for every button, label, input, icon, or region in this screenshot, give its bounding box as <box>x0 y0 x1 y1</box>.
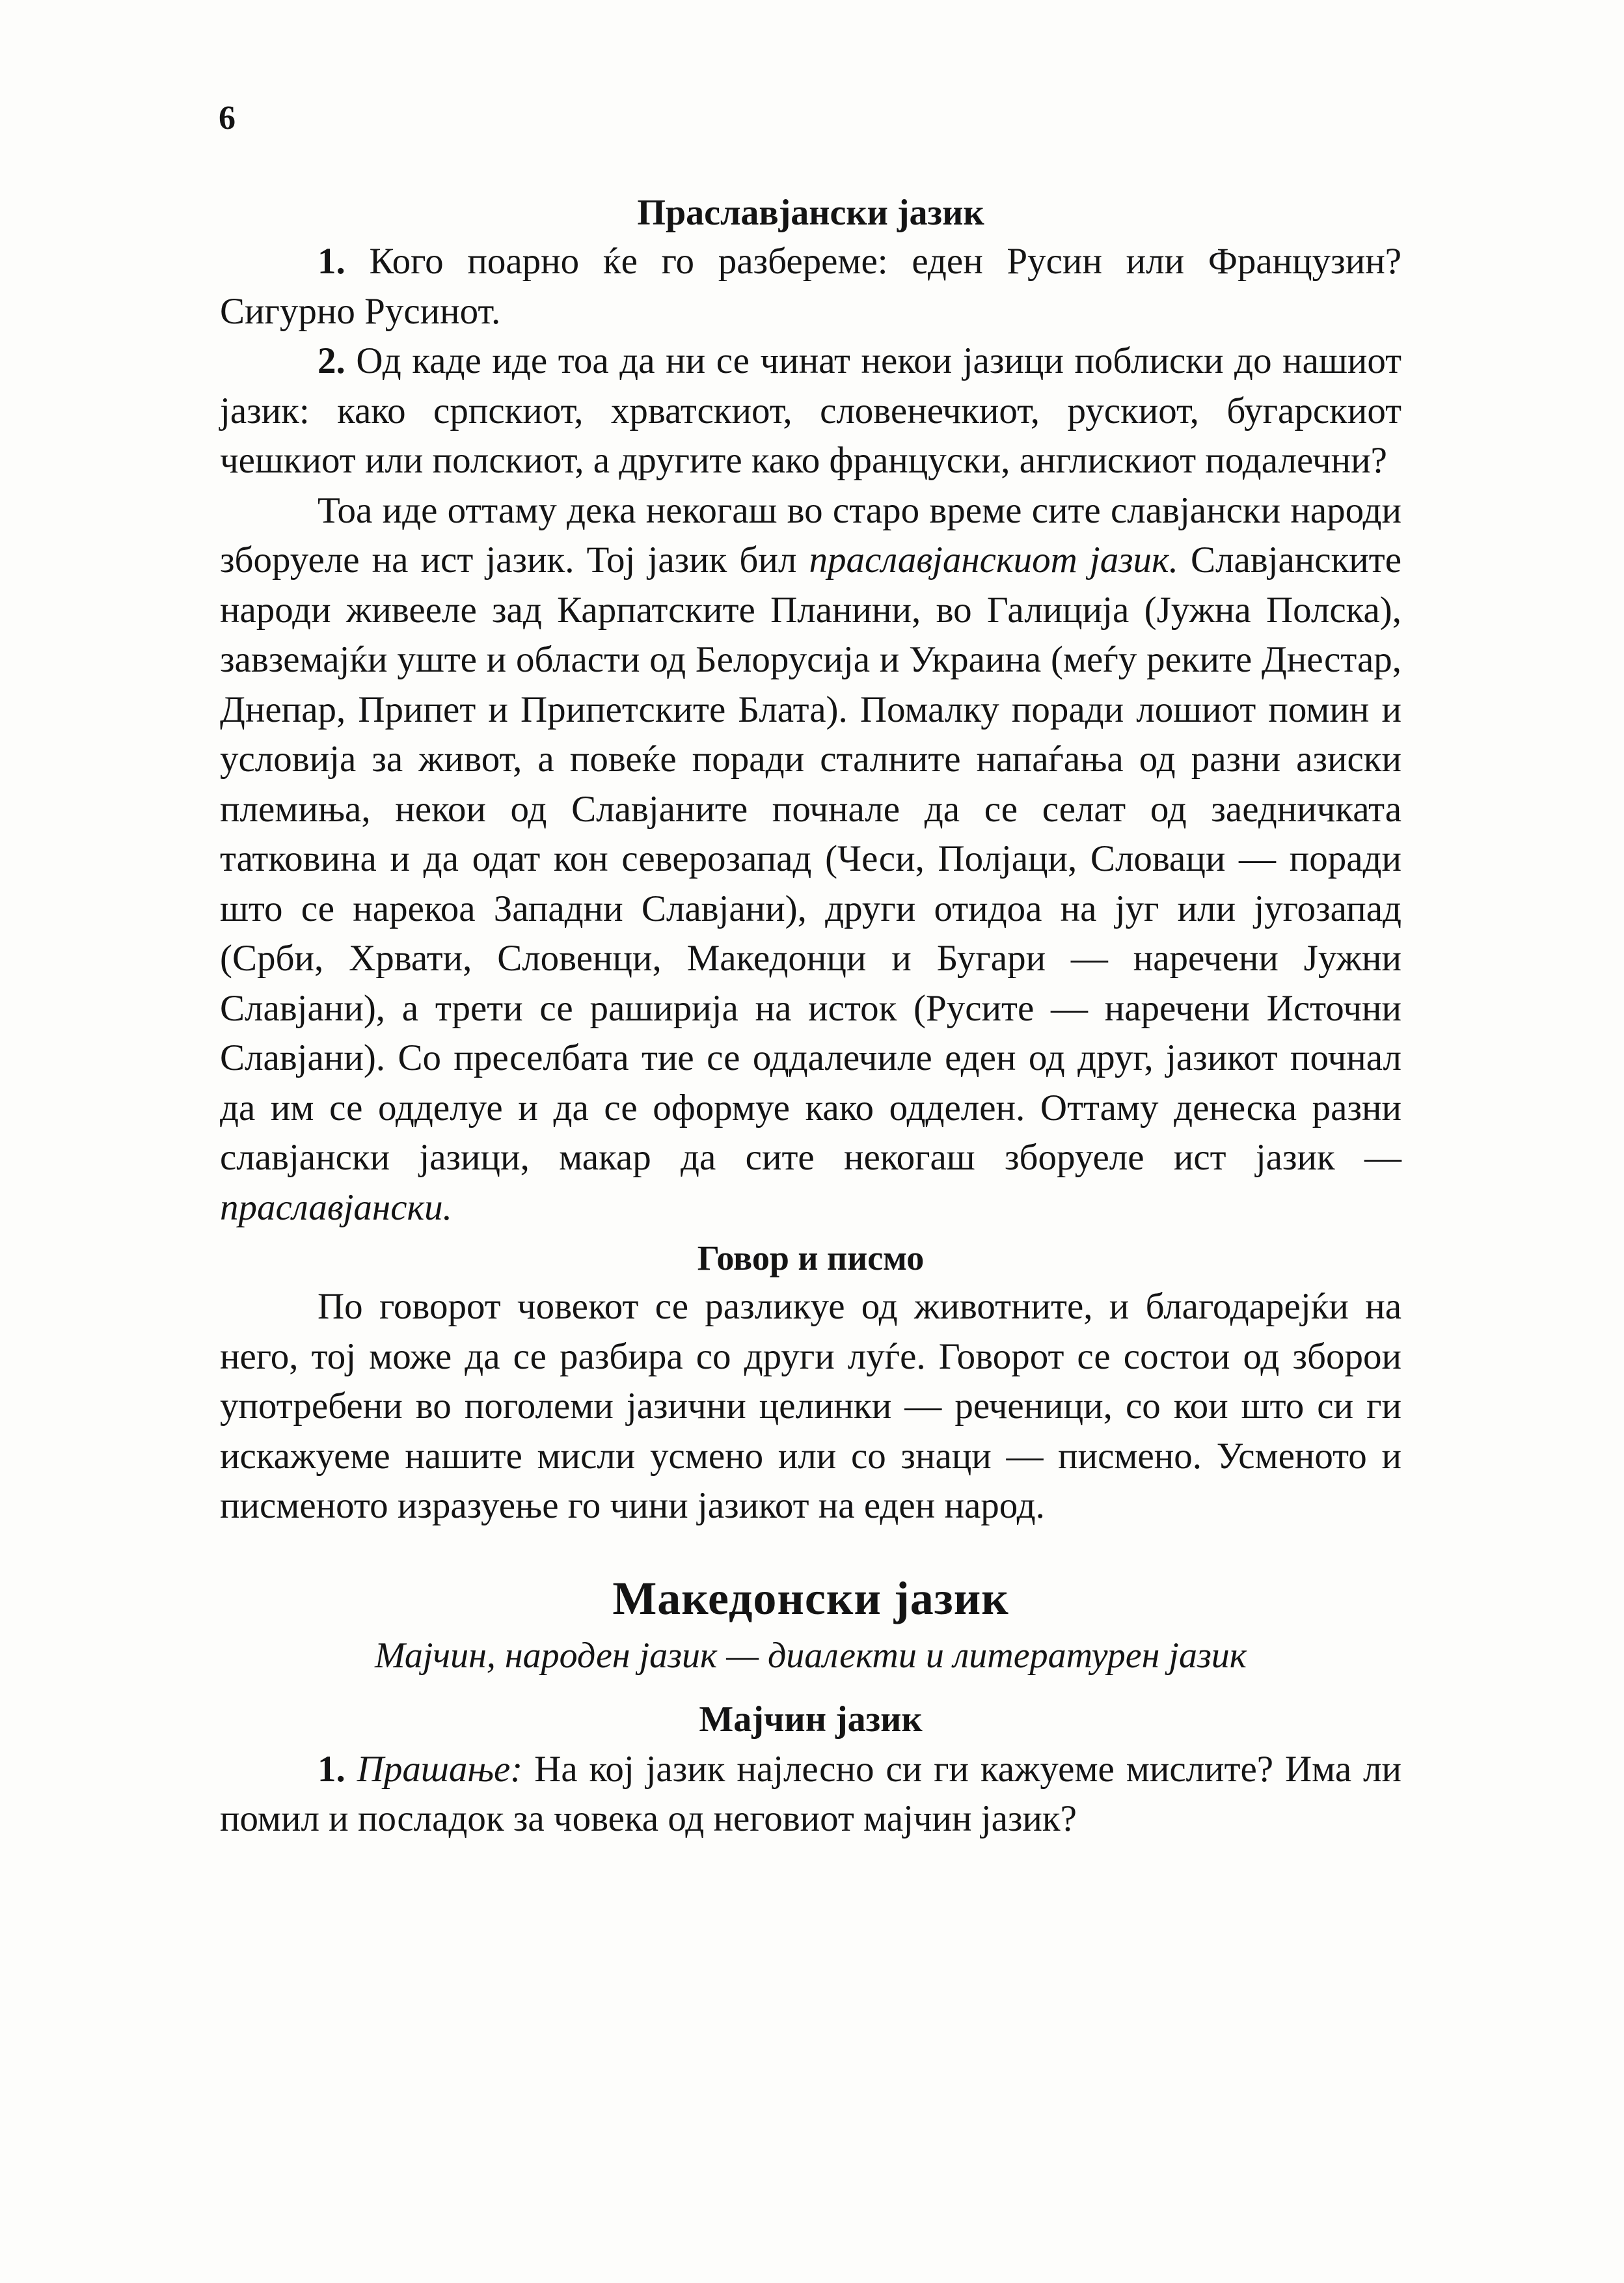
question-text: Кого поарно ќе го разбереме: еден Русин или Французин? Сигурно Русинот. <box>220 241 1402 332</box>
term-proto-slavic: праславјански. <box>220 1186 452 1228</box>
paragraph-text: Тоа иде оттаму дека некогаш во старо време сите славјански народи зборуеле на ист јазик. Тој јазик бил <box>220 489 1401 581</box>
question-number: 1. <box>318 241 345 282</box>
question-text: Од каде иде тоа да ни се чинат некои јазици поблиски до нашиот јазик: како српскиот, хрватскиот, словенечкиот, рускиот, бугарскиот чешкиот или полскиот, а другите како француски, англискиот подалечни? <box>220 340 1401 481</box>
question-number: 1. <box>318 1748 345 1790</box>
section-title-macedonian: Македонски јазик <box>612 1572 1009 1624</box>
question-lead: Прашање: <box>357 1748 523 1790</box>
paragraph-text: Славјанските народи живееле зад Карпатските Планини, во Галиција (Јужна Полска), завземајќи уште и области од Белорусија и Украина (меѓу реките Днестар, Днепар, Припет и Припетските Блата). Помалку поради лошиот помин и условија за живот, а повеќе поради сталните напаѓања од разни азиски племиња, некои од Славјаните почнале да се селат од заедничката татковина и да одат кон северозапад (Чеси, Полјаци, Словаци — поради што се нарекоа Западни Славјани), други отидоа на југ или југозапад (Срби, Хрвати, Словенци, Македонци и Бугари — наречени Јужни Славјани), а трети се раширија на исток (Русите — наречени Источни Славјани). Со преселбата тие се оддалечиле еден од друг, јазикот почнал да им се одделуе и да се оформуе како одделен. Оттаму денеска разни славјански јазици, макар да сите некогаш зборуеле ист јазик — <box>220 540 1401 1178</box>
subsection-title-mother-tongue: Мајчин јазик <box>699 1699 923 1740</box>
question-text: На кој јазик најлесно си ги кажуеме мислите? Има ли помил и посладок за човека од неговиот мајчин јазик? <box>220 1748 1401 1839</box>
paragraph-question-1 <box>220 237 1401 336</box>
paragraph-explanation <box>220 486 1401 1233</box>
paragraph-question-2 <box>220 336 1401 486</box>
section-title-proto-slavic: Праславјански јазик <box>637 193 984 233</box>
section-title-speech-writing: Говор и писмо <box>697 1238 925 1278</box>
page-number: 6 <box>219 100 236 137</box>
paragraph-speech: По говорот човекот се разликуе од животните, и благодарејќи на него, тој може да се разбира со други луѓе. Говорот се состои од зборои употребени во поголеми јазични целинки — реченици, со кои што си ги искажуеме нашите мисли усмено или со знаци — писмено. Усменото и писменото изразуење го чини јазикот на еден народ. <box>220 1286 1401 1526</box>
question-number: 2. <box>318 340 345 381</box>
paragraph-question-mother-tongue <box>220 1745 1401 1844</box>
text-column <box>220 190 1401 1844</box>
term-proto-slavic-language: праславјанскиот јазик. <box>809 540 1178 581</box>
section-subtitle: Мајчин, народен јазик — диалекти и литературен јазик <box>374 1635 1247 1676</box>
